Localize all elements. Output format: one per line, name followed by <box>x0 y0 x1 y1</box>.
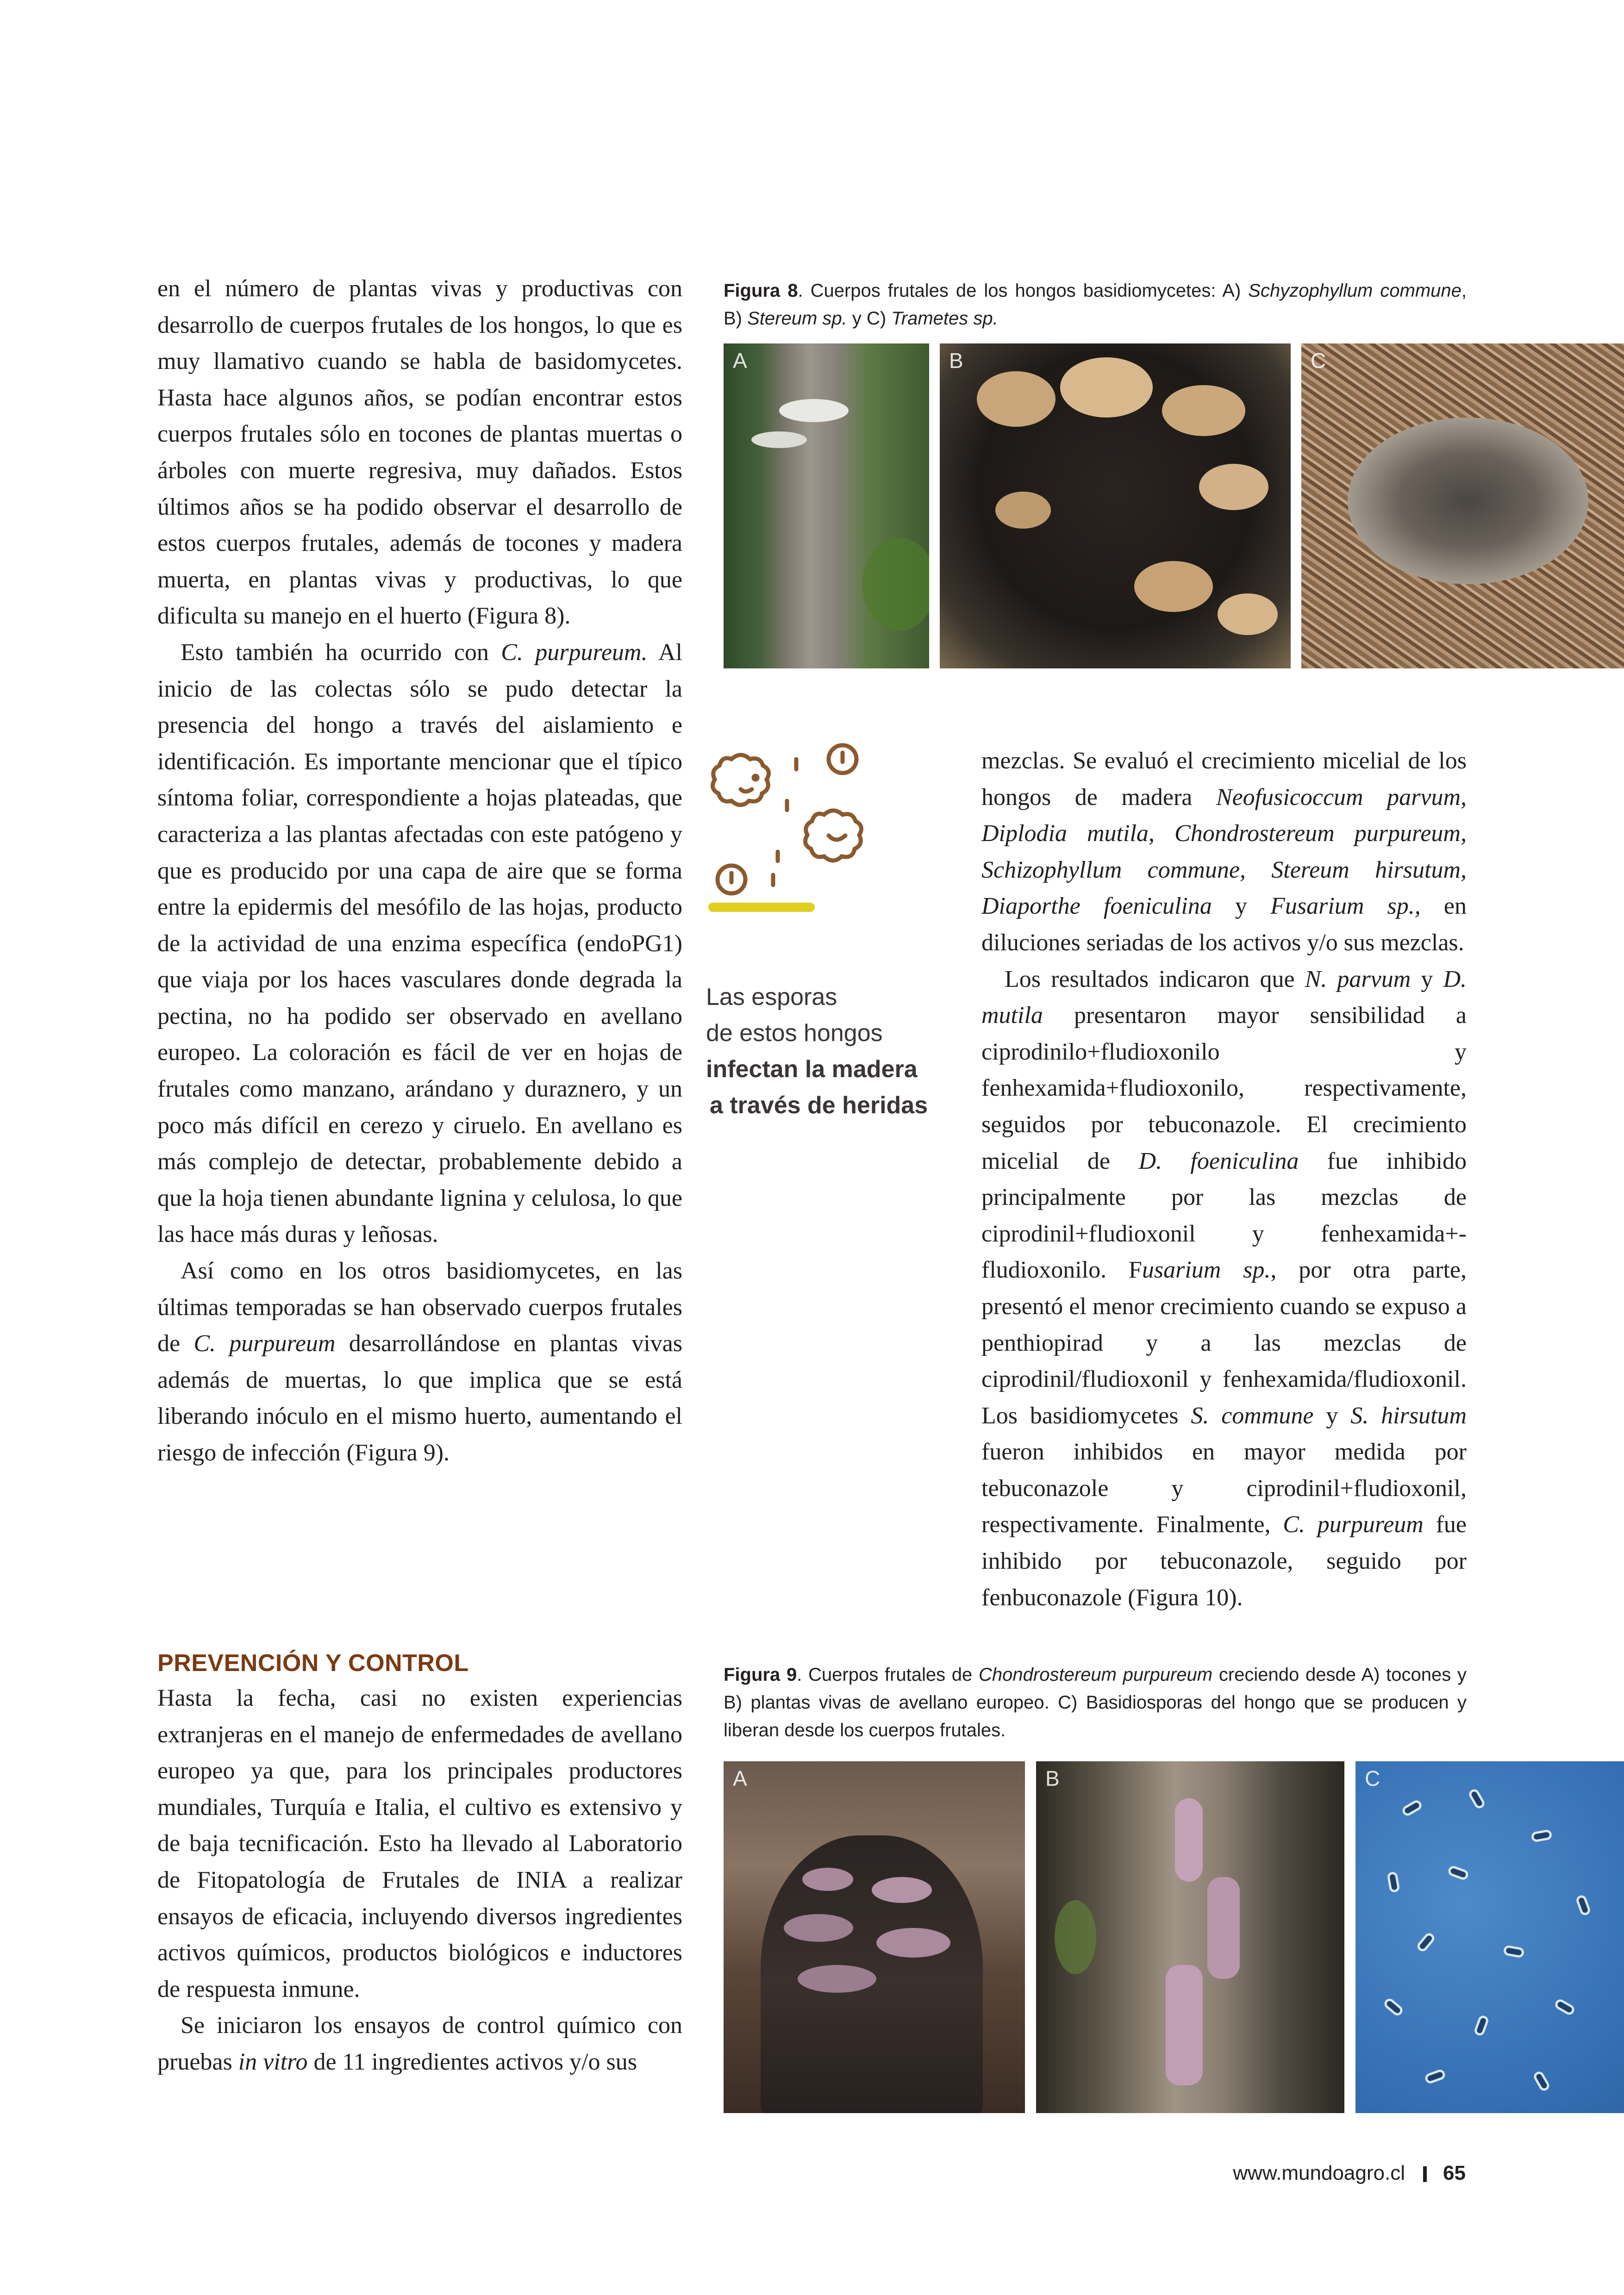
text-run: en el número de plantas vivas y productivas con desarrollo de cuerpos frutales de los hongos, lo que es muy llamativo cuando se habla de basidomycetes. Hasta hace algunos años, se podían encontrar estos cuerpos frutales sólo en tocones de plantas muertas o árboles con muerte regresiva, muy dañados. Estos últimos años se ha podido observar el desarrollo de estos cuerpos frutales, además de tocones y madera muerta, en plantas vivas y productivas, lo que dificulta su manejo en el huerto (Figura 8). <box>157 275 682 630</box>
figure-8-photo-b <box>940 343 1291 668</box>
figure-8-panel-c-label: C <box>1311 349 1326 373</box>
text-run: y C) <box>847 308 892 329</box>
italic-run: usarium sp. <box>1142 1257 1271 1284</box>
paragraph <box>157 1680 682 2008</box>
section-heading: PREVENCIÓN Y CONTROL <box>157 1650 469 1677</box>
spores-icon <box>704 741 898 954</box>
text-run: y <box>1313 1402 1351 1429</box>
figure-9-photo-c <box>1355 1761 1624 2113</box>
pull-quote-line-3: infectan la madera <box>706 1056 918 1083</box>
paragraph <box>157 1253 682 1472</box>
text-run: Hasta la fecha, casi no existen experiencias extranjeras en el manejo de enfermedades de avellano europeo ya que, para los principales productores mundiales, Turquía e Italia, el cultivo es extensivo y de baja tecnificación. Esto ha llevado al Laboratorio de Fitopatología de Frutales de INIA a realizar ensayos de eficacia, incluyendo diversos ingredientes activos químicos, productos biológicos e inductores de respuesta inmune. <box>157 1685 682 2002</box>
figure-8-photo-a <box>724 343 929 668</box>
paragraph <box>981 961 1467 1616</box>
bold-run: Figura 9 <box>724 1665 797 1685</box>
left-column-bottom-body <box>157 1680 682 2081</box>
page-number: 65 <box>1443 2162 1466 2184</box>
figure-9-panel-c-label: C <box>1365 1766 1380 1790</box>
italic-run: C. purpureum <box>194 1330 336 1357</box>
italic-run: S. commune <box>1191 1402 1314 1429</box>
text-run: Así como en los otros basidiomycetes, en las últimas temporadas se han observado cuerpos frutales de <box>157 1258 682 1357</box>
italic-run: C. purpureum. <box>501 639 648 666</box>
text-run: . Cuerpos frutales de los hongos basidiomycetes: A) <box>798 281 1249 301</box>
text-run: y <box>1212 893 1271 920</box>
text-run: mezclas. Se evaluó el crecimiento micelial de los hongos de madera <box>981 748 1467 811</box>
italic-run: Chondrostereum purpureum <box>979 1665 1213 1685</box>
pull-quote-line-4: a través de heridas <box>710 1092 928 1119</box>
left-column-bottom <box>157 1648 682 2081</box>
pull-quote <box>706 979 947 1123</box>
text-run: presentaron mayor sensibilidad a ciprodinilo+fludioxonilo y fenhexamida+fludioxonilo, respectivamente, seguidos por tebuconazole. El crecimiento micelial de <box>981 1002 1467 1174</box>
figure-8-caption <box>724 277 1467 332</box>
italic-run: C. purpureum <box>1283 1511 1424 1538</box>
text-run: . Cuerpos frutales de <box>797 1665 979 1685</box>
bold-run: Figura 8 <box>724 281 798 301</box>
text-run: Se iniciaron los ensayos de control químico con pruebas <box>157 2012 682 2075</box>
figure-8-panel-b-label: B <box>949 349 963 373</box>
figure-8-panel-a-label: A <box>733 349 747 373</box>
paragraph <box>157 2008 682 2080</box>
figure-9-panel-b-label: B <box>1045 1766 1060 1790</box>
italic-run: S. hirsutum <box>1350 1402 1467 1429</box>
italic-run: Trametes sp. <box>891 308 998 329</box>
page-footer <box>1199 2162 1477 2189</box>
footer-separator <box>1423 2166 1427 2182</box>
text-run: desarrollándose en plantas vivas además de muertas, lo que implica que se está liberando inóculo en el mismo huerto, aumentando el riesgo de infección (Figura 9). <box>157 1330 682 1466</box>
right-column <box>981 743 1467 1616</box>
italic-run: Schyzophyllum commune <box>1248 281 1462 301</box>
text-run: de 11 ingredientes activos y/o sus <box>307 2048 637 2075</box>
text-run: Los resultados indicaron que <box>1005 966 1305 992</box>
paragraph <box>157 271 682 635</box>
text-run: fue inhibido por tebuconazole, seguido por fenbuconazole (Figura 10). <box>981 1511 1467 1611</box>
figure-9-panel-a-label: A <box>733 1766 747 1790</box>
left-column-top <box>157 271 682 1472</box>
pull-quote-line-1: Las esporas <box>706 984 837 1010</box>
figure-9-photo-b <box>1036 1761 1344 2113</box>
text-run: fue inhibido principalmente por las mezclas de ciprodinil+fludioxonil y fenhexamida+-fludioxonilo. F <box>981 1148 1467 1284</box>
text-run: fueron inhibidos en mayor medida por tebuconazole y ciprodinil+fludioxonil, respectivamente. Finalmente, <box>981 1439 1467 1538</box>
paragraph <box>157 635 682 1253</box>
figure-8-photo-c <box>1301 343 1624 668</box>
italic-run: D. foeniculina <box>1138 1148 1299 1174</box>
italic-run: Stereum sp. <box>747 308 847 329</box>
figure-9-photo-a <box>724 1761 1025 2113</box>
pull-quote-line-2: de estos hongos <box>706 1020 883 1047</box>
italic-run: Neofusicoccum parvum, Diplodia mutila, Chondrostereum purpureum, Schizophyllum commune, Stereum hirsutum, Diaporthe foeniculina <box>981 784 1467 920</box>
figure-9-caption <box>724 1661 1467 1744</box>
italic-run: N. parvum <box>1305 966 1411 992</box>
text-run: Al inicio de las colectas sólo se pudo detectar la presencia del hongo a través del aislamiento e identificación. Es importante mencionar que el típico síntoma foliar, correspondiente a hojas plateadas, que caracteriza a las plantas afectadas con este patógeno y que es producido por una capa de aire que se forma entre la epidermis del mesófilo de las hojas, producto de la actividad de una enzima específica (endoPG1) que viaja por los haces vasculares donde degrada la pectina, no ha podido ser observado en avellano europeo. La coloración es fácil de ver en hojas de frutales como manzano, arándano y duraznero, y un poco más difícil en cerezo y ciruelo. En avellano es más complejo de detectar, probablemente debido a que la hoja tienen abundante lignina y celulosa, lo que las hace más duras y leñosas. <box>157 639 682 1248</box>
footer-website[interactable]: www.mundoagro.cl <box>1233 2162 1405 2184</box>
text-run: , por otra parte, presentó el menor crecimiento cuando se expuso a penthiopirad y a las mezclas de ciprodinil/fludioxonil y fenhexamida/fludioxonil. Los basidiomycetes <box>981 1257 1467 1429</box>
text-run: creciendo desde A) tocones y B) plantas vivas de avellano europeo. C) Basidiosporas del hongo que se producen y liberan desde los cuerpos frutales. <box>724 1665 1467 1740</box>
text-run: Esto también ha ocurrido con <box>181 639 501 666</box>
text-run: , B) <box>724 281 1467 329</box>
text-run: y <box>1411 966 1443 992</box>
paragraph <box>981 743 1467 961</box>
italic-run: D. mutila <box>981 966 1467 1029</box>
italic-run: Fusarium sp., <box>1270 893 1421 920</box>
italic-run: in vitro <box>238 2048 308 2075</box>
text-run: en diluciones seriadas de los activos y/o sus mezclas. <box>981 893 1467 956</box>
